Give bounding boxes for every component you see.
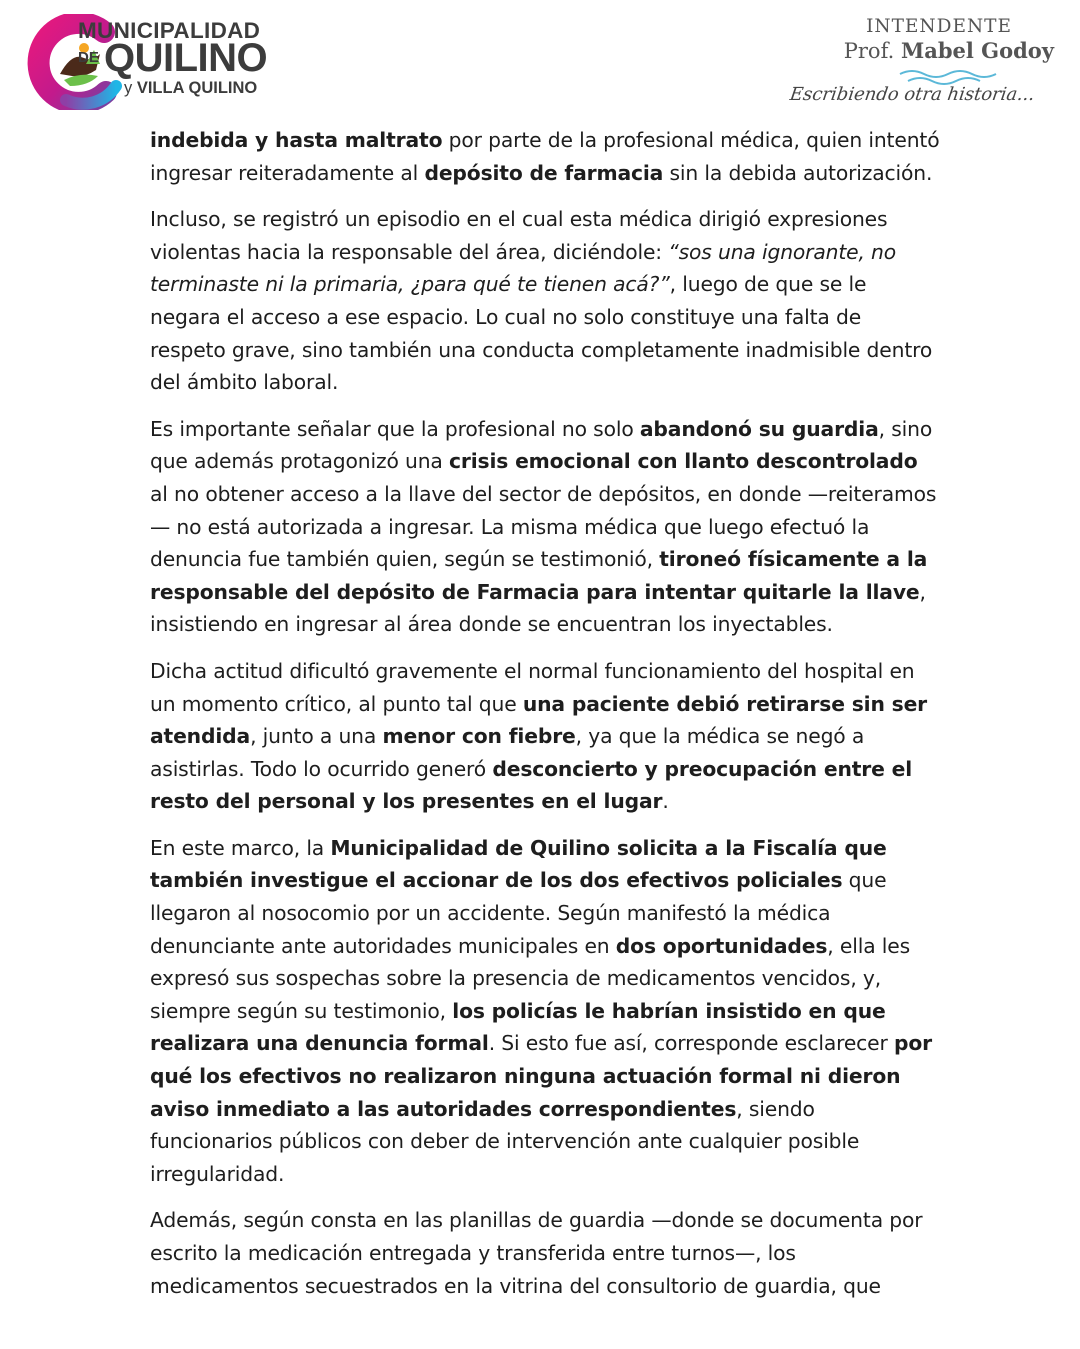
paragraph-3: [150, 413, 940, 641]
text-run: , insistiendo en ingresar al área donde se encuentran los inyectables.: [150, 579, 926, 637]
bold-text: dos oportunidades: [615, 933, 828, 958]
municipality-y: y: [124, 79, 133, 97]
paragraph-1: [150, 124, 940, 189]
text-run: Además, según consta en las planillas de guardia —donde se documenta por escrito la medicación entregada y transferida entre turnos—, los medicamentos secuestrados en la vitrina del consultorio de guardia, que: [150, 1208, 923, 1298]
text-run: , siendo funcionarios públicos con deber de intervención ante cualquier posible irregularidad.: [150, 1096, 860, 1186]
bold-text: indebida y hasta maltrato: [150, 128, 443, 152]
text-run: , ya que la médica se negó a asistirlas. Todo lo ocurrido generó: [150, 724, 865, 781]
text-run: Incluso, se registró un episodio en el cual esta médica dirigió expresiones violentas hacia la responsable del área, diciéndole:: [150, 207, 888, 264]
municipality-villa-name: VILLA QUILINO: [136, 79, 258, 97]
document-body: [150, 124, 940, 1316]
text-run: .: [662, 789, 669, 814]
text-run: Es importante señalar que la profesional no solo: [150, 416, 640, 441]
text-run: , junto a una: [250, 724, 383, 749]
bold-text: depósito de farmacia: [424, 160, 664, 185]
municipality-quilino: QUILINO: [104, 36, 268, 80]
paragraph-4: [150, 655, 940, 818]
intendente-name: [844, 38, 1054, 63]
bold-text: una paciente debió retirarse sin ser atendida: [150, 691, 928, 749]
intendente-fullname: Mabel Godoy: [900, 38, 1054, 63]
intendente-prefix: Prof.: [843, 39, 895, 63]
municipality-de: DE: [78, 49, 99, 66]
paragraph-2: [150, 203, 940, 399]
bold-text: Municipalidad de Quilino solicita a la Fiscalía que también investigue el accionar de los dos efectivos policiales: [150, 835, 887, 893]
slogan: Escribiendo otra historia...: [788, 84, 1036, 105]
municipality-title: MUNICIPALIDAD: [78, 18, 261, 43]
intendente-logo: [788, 14, 1058, 114]
municipality-logo: [26, 14, 286, 110]
municipality-villa: [124, 79, 257, 98]
bold-text: por qué los efectivos no realizaron ninguna actuación formal ni dieron aviso inmediato a las autoridades correspondientes: [150, 1031, 933, 1121]
bold-text: tironeó físicamente a la responsable del depósito de Farmacia para intentar quitarle la llave: [150, 547, 928, 604]
text-run: . Si esto fue así, corresponde esclarecer: [488, 1031, 894, 1056]
text-run: que llegaron al nosocomio por un accidente. Según manifestó la médica denunciante ante autoridades municipales en: [150, 868, 887, 958]
paragraph-6: [150, 1204, 940, 1302]
text-run: , luego de que se le negara el acceso a ese espacio. Lo cual no solo constituye una falta de respeto grave, sino también una conducta completamente inadmisible dentro del ámbito laboral.: [150, 272, 933, 395]
text-run: , ella les expresó sus sospechas sobre la presencia de medicamentos vencidos, y, siempre según su testimonio,: [150, 933, 910, 1023]
text-run: sin la debida autorización.: [663, 160, 933, 185]
text-run: En este marco, la: [150, 835, 331, 860]
bold-text: desconcierto y preocupación entre el resto del personal y los presentes en el lugar: [150, 756, 913, 814]
bold-text: menor con fiebre: [382, 724, 576, 749]
text-run: al no obtener acceso a la llave del sector de depósitos, en donde —reiteramos— no está autorizada a ingresar. La misma médica que luego efectuó la denuncia fue también quien, según se testimonió,: [150, 481, 937, 572]
paragraph-5: [150, 832, 940, 1191]
text-run: , sino que además protagonizó una: [150, 416, 933, 474]
bold-text: los policías le habrían insistido en que realizara una denuncia formal: [150, 998, 886, 1056]
italic-quote: “sos una ignorante, no terminaste ni la primaria, ¿para qué te tienen acá?”: [150, 239, 897, 297]
bold-text: crisis emocional con llanto descontrolado: [449, 449, 918, 474]
intendente-label: INTENDENTE: [866, 16, 1012, 37]
bold-text: abandonó su guardia: [639, 416, 879, 441]
text-run: por parte de la profesional médica, quien intentó ingresar reiteradamente al: [150, 128, 940, 185]
text-run: Dicha actitud dificultó gravemente el normal funcionamiento del hospital en un momento crítico, al punto tal que: [150, 658, 915, 716]
